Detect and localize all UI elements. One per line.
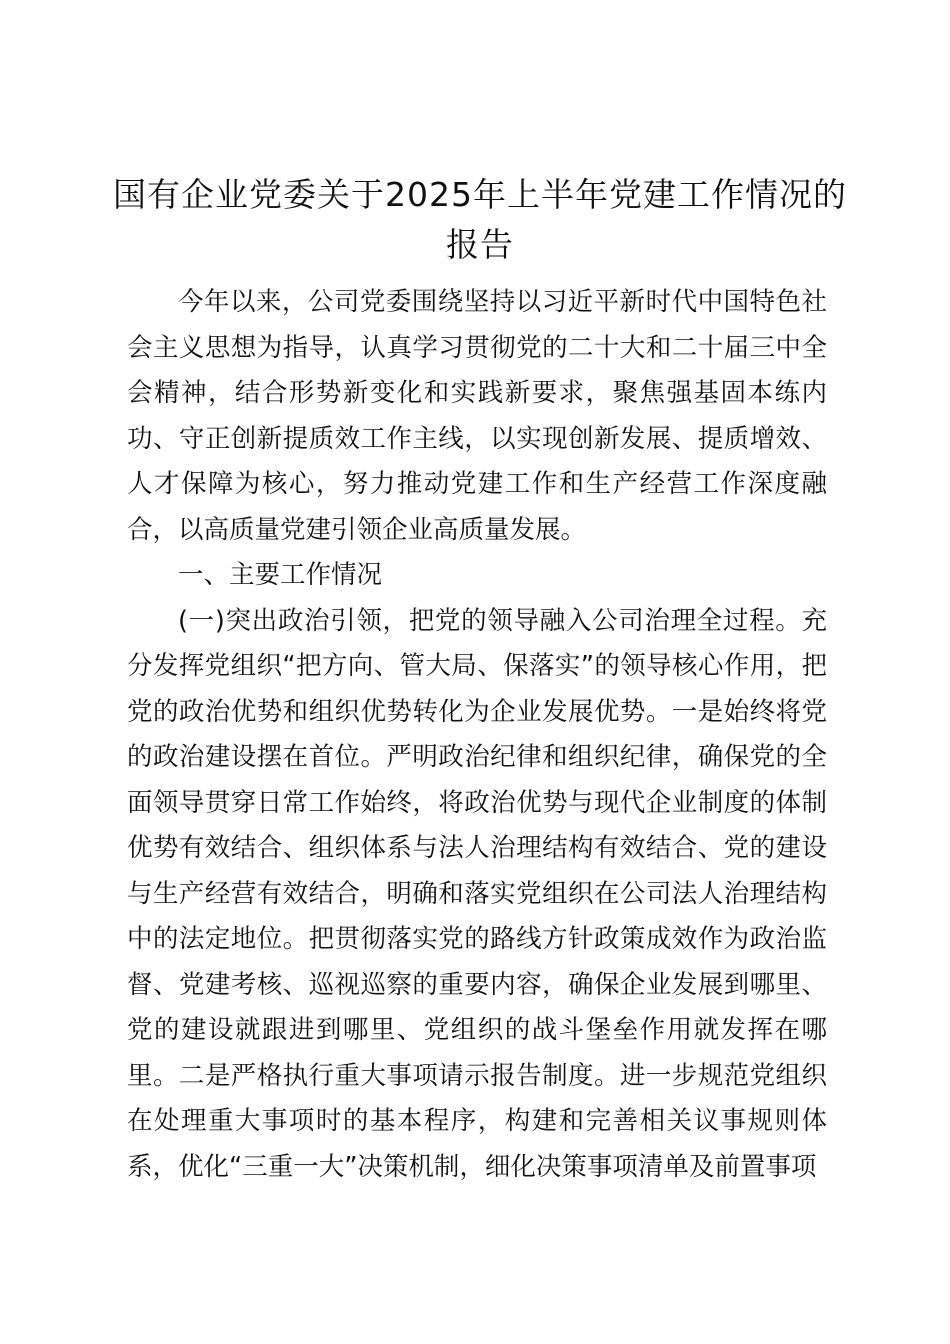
section-paragraph: (一)突出政治引领，把党的领导融入公司治理全过程。充分发挥党组织“把方向、管大局、保落实”的领导核心作用，把党的政治优势和组织优势转化为企业发展优势。一是始终将党的政治建设摆在首位。严明政治纪律和组织纪律，确保党的全面领导贯穿日常工作始终，将政治优势与现代企业制度的体制优势有效结合、组织体系与法人治理结构有效结合、党的建设与生产经营有效结合，明确和落实党组织在公司法人治理结构中的法定地位。把贯彻落实党的路线方针政策成效作为政治监督、党建考核、巡视巡察的重要内容，确保企业发展到哪里、党的建设就跟进到哪里、党组织的战斗堡垒作用就发挥在哪里。二是严格执行重大事项请示报告制度。进一步规范党组织在处理重大事项时的基本程序，构建和完善相关议事规则体系，优化“三重一大”决策机制，细化决策事项清单及前置事项 (127, 605, 827, 1182)
document-body (127, 280, 827, 1190)
document-title: 国有企业党委关于2025年上半年党建工作情况的报告 (113, 175, 847, 264)
intro-paragraph: 今年以来，公司党委围绕坚持以习近平新时代中国特色社会主义思想为指导，认真学习贯彻党的二十大和二十届三中全会精神，结合形势新变化和实践新要求，聚焦强基固本练内功、守正创新提质效工作主线，以实现创新发展、提质增效、人才保障为核心，努力推动党建工作和生产经营工作深度融合，以高质量党建引领企业高质量发展。 (127, 287, 827, 545)
section-heading: 一、主要工作情况 (178, 560, 383, 590)
